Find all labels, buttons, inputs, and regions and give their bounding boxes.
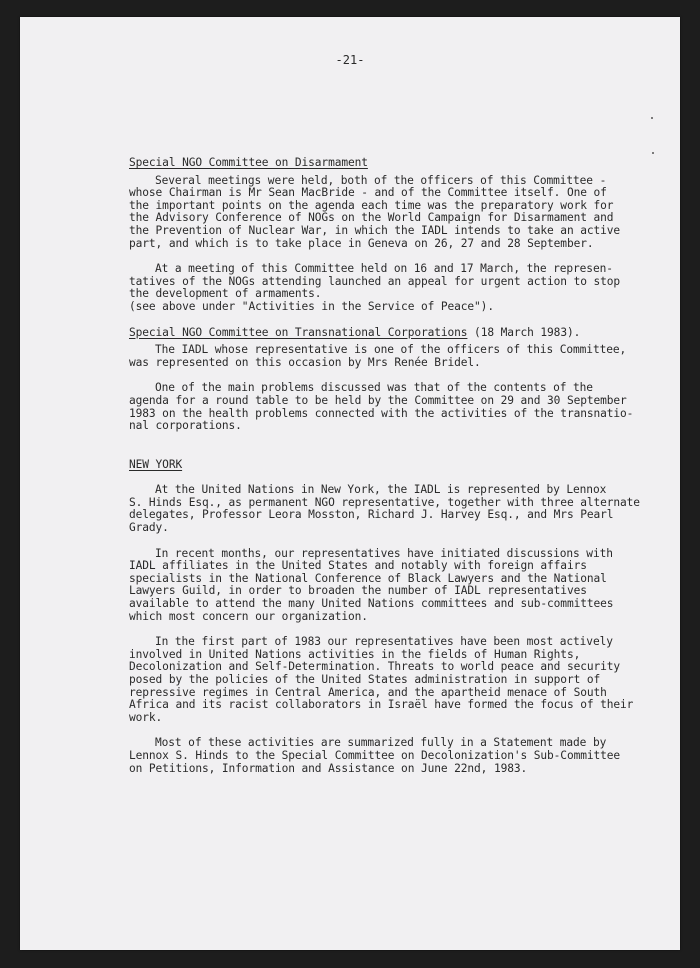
section-heading-disarmament xyxy=(129,157,641,170)
paragraph: One of the main problems discussed was that of the contents of the agenda for a round table to be held by the Committee on 29 and 30 September 1983 on the health problems connected with the activities of the transnatio- nal corporations. xyxy=(129,381,634,433)
heading-date: (18 March 1983). xyxy=(467,325,581,339)
scan-speck xyxy=(651,117,653,119)
document-body xyxy=(129,157,641,788)
heading-text: NEW YORK xyxy=(129,457,183,471)
paragraph: The IADL whose representative is one of the officers of this Committee, was represented on this occasion by Mrs Renée Bridel. xyxy=(129,343,627,369)
paragraph-note: (see above under "Activities in the Service of Peace"). xyxy=(129,299,494,313)
scan-speck xyxy=(652,152,654,154)
page-number: -21- xyxy=(335,53,365,67)
paragraph: In recent months, our representatives have initiated discussions with IADL affiliates in the United States and notably with foreign affairs specialists in the National Conference of Black Lawyers and the National Lawyers Guild, in order to broaden the number of IADL representatives available to attend the many United Nations committees and sub-committees which most concern our organization. xyxy=(129,546,614,623)
document-page xyxy=(20,17,680,950)
paragraph: In the first part of 1983 our representatives have been most actively involved in United Nations activities in the fields of Human Rights, Decolonization and Self-Determination. Threats to world peace and security posed by the policies of the United States administration in support of repressive regimes in Central America, and the apartheid menace of South Africa and its racist collaborators in Israël have formed the focus of their work. xyxy=(129,635,634,724)
heading-text: Special NGO Committee on Disarmament xyxy=(129,156,368,169)
section-heading-transnational xyxy=(129,327,641,340)
heading-text: Special NGO Committee on Transnational Corporations xyxy=(129,325,468,339)
paragraph: Several meetings were held, both of the officers of this Committee - whose Chairman is Mr Sean MacBride - and of the Committee itself. One of the important points on the agenda each time was the preparatory work for the Advisory Conference of NOGs on the World Campaign for Disarmament and the Prevention of Nuclear War, in which the IADL intends to take an active part, and which is to take place in Geneva on 26, 27 and 28 September. xyxy=(129,173,621,250)
paragraph: Most of these activities are summarized fully in a Statement made by Lennox S. Hinds to the Special Committee on Decolonization's Sub-Committee on Petitions, Information and Assistance on June 22nd, 1983. xyxy=(129,736,621,775)
section-heading-new-york xyxy=(129,459,641,472)
paragraph: At the United Nations in New York, the IADL is represented by Lennox S. Hinds Esq., as permanent NGO representative, together with three alternate delegates, Professor Leora Mosston, Richard J. Harvey Esq., and Mrs Pearl Grady. xyxy=(129,483,640,535)
paragraph: At a meeting of this Committee held on 16 and 17 March, the represen- tatives of the NOGs attending launched an appeal for urgent action to stop the development of armaments. xyxy=(129,262,621,301)
